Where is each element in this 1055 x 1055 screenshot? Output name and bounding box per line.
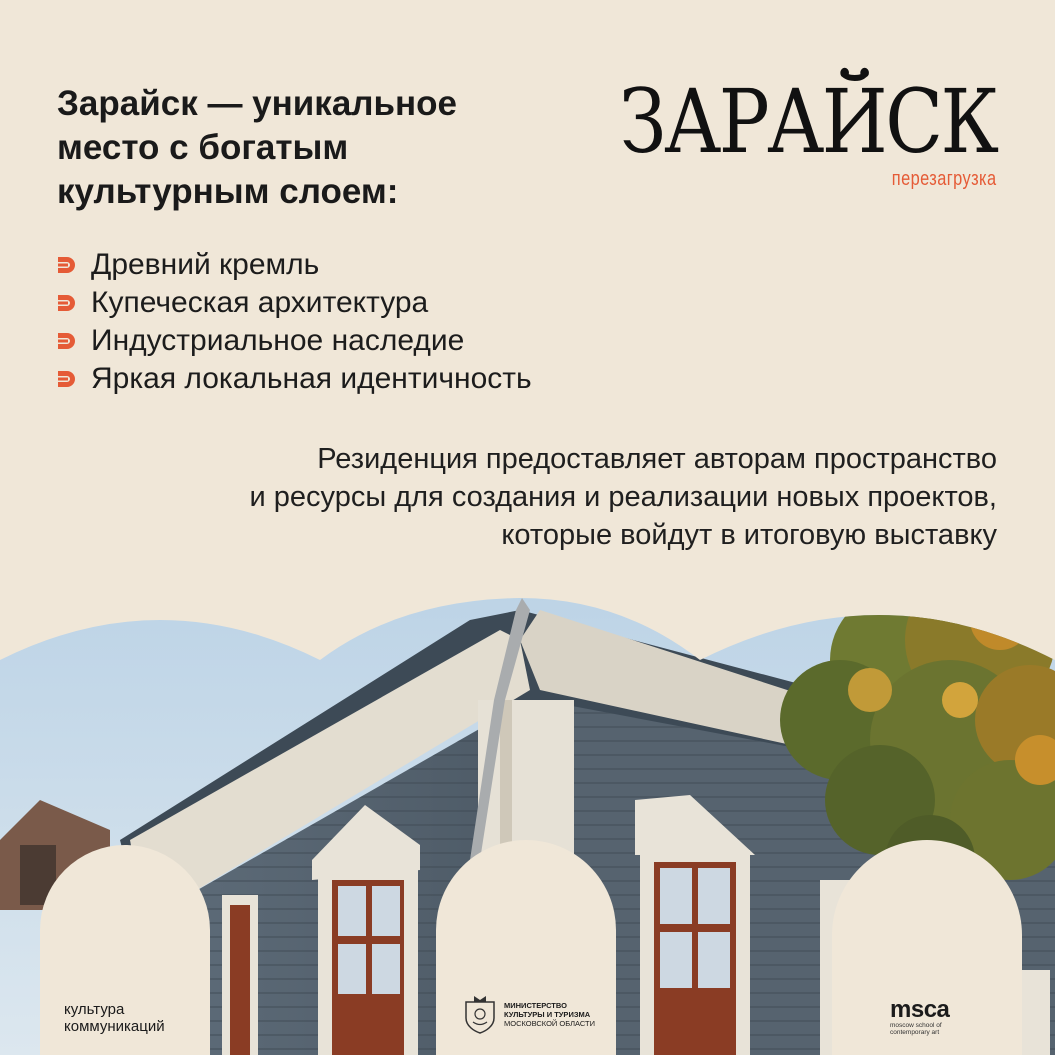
headline-line: Зарайск — уникальное <box>57 84 458 123</box>
partner-ministry <box>462 994 595 1034</box>
headline-line: культурным слоем: <box>57 172 399 211</box>
msca-line: moscow school of <box>890 1022 942 1029</box>
list-item <box>55 284 532 322</box>
logo-title: ЗАРАЙСК <box>619 70 997 173</box>
partner-culture-communications <box>64 1001 165 1035</box>
list-item <box>55 246 532 284</box>
arrow-bullet-icon <box>55 291 79 315</box>
list-item-text: Яркая локальная идентичность <box>91 362 532 395</box>
description-line: Резиденция предоставляет авторам пространство <box>317 443 997 475</box>
arrow-bullet-icon <box>55 329 79 353</box>
residency-description <box>250 440 998 554</box>
list-item <box>55 322 532 360</box>
ministry-line: МОСКОВСКОЙ ОБЛАСТИ <box>504 1018 596 1028</box>
headline <box>57 82 527 214</box>
description-line: и ресурсы для создания и реализации новых проектов, <box>249 481 997 513</box>
ministry-line: КУЛЬТУРЫ И ТУРИЗМА <box>504 1009 591 1019</box>
partner-line: культура <box>64 1001 125 1018</box>
msca-logo: msca <box>890 996 950 1023</box>
ministry-line: МИНИСТЕРСТВО <box>504 1000 567 1010</box>
arrow-bullet-icon <box>55 367 79 391</box>
list-item-text: Древний кремль <box>91 248 320 281</box>
partner-msca <box>890 998 949 1036</box>
logo-subtitle: перезагрузка <box>892 168 997 190</box>
zaraysk-logo <box>558 72 997 191</box>
partner-line: коммуникаций <box>64 1018 165 1035</box>
feature-list <box>55 246 532 398</box>
arrow-bullet-icon <box>55 253 79 277</box>
msca-line: contemporary art <box>890 1029 940 1036</box>
description-line: которые войдут в итоговую выставку <box>501 519 997 551</box>
coat-of-arms-icon <box>462 994 498 1034</box>
headline-line: место с богатым <box>57 128 349 167</box>
list-item-text: Купеческая архитектура <box>91 286 429 319</box>
list-item-text: Индустриальное наследие <box>91 324 465 357</box>
list-item <box>55 360 532 398</box>
